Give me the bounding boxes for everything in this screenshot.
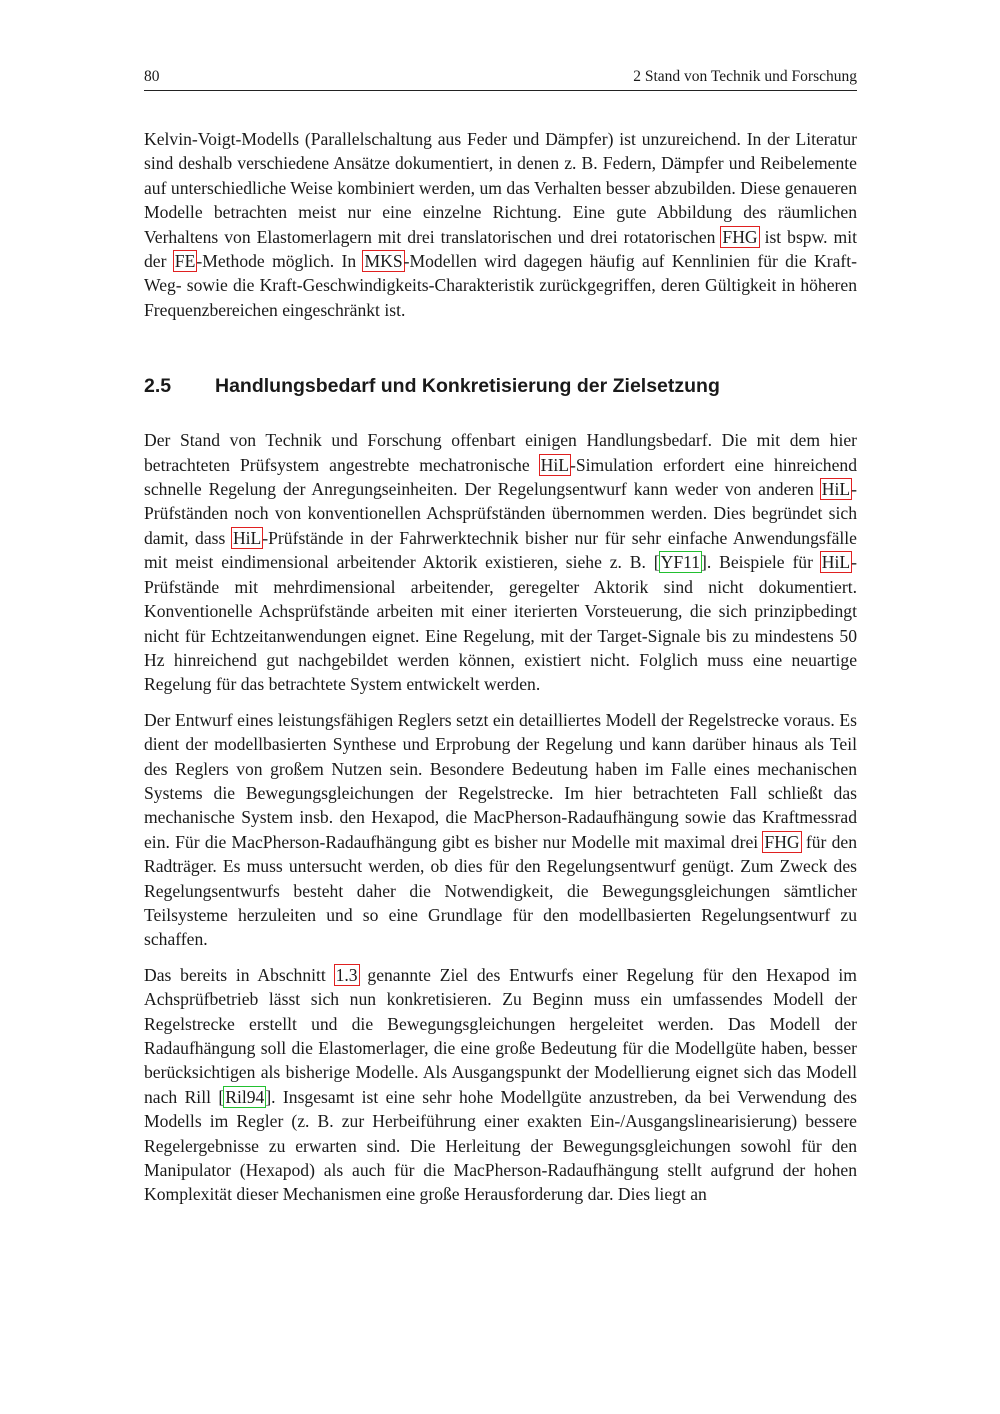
section-title: Handlungsbedarf und Konkretisierung der Zielsetzung [215,375,720,398]
abbrev-link-fhg[interactable]: FHG [764,831,800,852]
citation-link-yf11[interactable]: YF11 [660,552,701,573]
page-header [144,66,857,91]
body-text [144,127,857,1218]
paragraph-kelvin-voigt: Kelvin-Voigt-Modells (Parallelschaltung aus Feder und Dämpfer) ist unzureichend. In der Literatur sind deshalb verschiedene Ansätze dokumentiert, in denen z. B. Federn, Dämpfer und Reibelemente auf unterschiedliche Weise kombiniert werden, um das Verhalten besser abzubilden. Diese genaueren Modelle betrachten meist nur eine einzelne Richtung. Eine gute Abbildung des räumlichen Verhaltens von Elastomerlagern mit drei translatorischen und drei rotatorischen FHG ist bspw. mit der FE-Methode möglich. In MKS-Modellen wird dagegen häufig auf Kennlinien für die Kraft-Weg- sowie die Kraft-Geschwindigkeits-Charakteristik zurückgegriffen, deren Gültigkeit in höheren Frequenzbereichen eingeschränkt ist. [144,129,857,320]
abbrev-link-hil[interactable]: HiL [232,527,262,548]
abbrev-link-hil[interactable]: HiL [821,552,851,573]
section-number: 2.5 [144,375,172,398]
citation-link-ril94[interactable]: Ril94 [225,1086,265,1107]
abbrev-link-mks[interactable]: MKS [364,251,403,272]
paragraph-reglerentwurf: Der Entwurf eines leistungsfähigen Reglers setzt ein detailliertes Modell der Regelstrecke voraus. Es dient der modellbasierten Synthese und Erprobung der Regelung und kann darüber hinaus als Teil des Reglers von großem Nutzen sein. Besondere Bedeutung haben im Falle eines mechanischen Systems die Bewegungsgleichungen der Regelstrecke. Im hier betrachteten Fall schließt das mechanische System insb. den Hexapod, die MacPherson-Radaufhängung sowie das Kraftmessrad ein. Für die MacPherson-Radaufhängung gibt es bisher nur Modelle mit maximal drei FHG für den Radträger. Es muss untersucht werden, ob dies für den Regelungsentwurf genügt. Zum Zweck des Regelungsentwurfs besteht daher die Notwendigkeit, die Bewegungsgleichungen sämtlicher Teilsysteme herzuleiten und so eine Grundlage für den modellbasierten Regelungsentwurf zu schaffen. [144,709,858,950]
abbrev-link-fe[interactable]: FE [174,251,196,272]
abbrev-link-hil[interactable]: HiL [821,479,851,500]
abbrev-link-hil[interactable]: HiL [540,454,570,475]
abbrev-link-fhg[interactable]: FHG [722,226,758,247]
paragraph-zielsetzung: Das bereits in Abschnitt 1.3 genannte Ziel des Entwurfs einer Regelung für den Hexapod im Achsprüfbetrieb lässt sich nun konkretisieren. Zu Beginn muss ein umfassendes Modell der Regelstrecke erstellt und die Bewegungsgleichungen hergeleitet werden. Das Modell der Radaufhängung soll die Elastomerlager, die eine große Bedeutung für die Modellgüte haben, besser berücksichtigen als bisherige Modelle. Als Ausgangspunkt der Modellierung eignet sich das Modell nach Rill [Ril94]. Insgesamt ist eine sehr hohe Modellgüte anzustreben, da bei Verwendung des Modells im Regler (z. B. zur Herbeiführung einer exakten Ein-/Ausgangslinearisierung) bessere Regelergebnisse zu erwarten sind. Die Herleitung der Bewegungsgleichungen sowohl für den Manipulator (Hexapod) als auch für die MacPherson-Radaufhängung stellt aufgrund der hohen Komplexität dieser Mechanismen eine große Herausforderung dar. Dies liegt an [144,964,857,1205]
paragraph-handlungsbedarf: Der Stand von Technik und Forschung offenbart einigen Handlungsbedarf. Die mit dem hier betrachteten Prüfsystem angestrebte mechatronische HiL-Simulation erfordert eine hinreichend schnelle Regelung der Anregungseinheiten. Der Regelungsentwurf kann weder von anderen HiL-Prüfständen noch von konventionellen Achsprüfständen übernommen werden. Dies begründet sich damit, dass HiL-Prüfstände in der Fahrwerktechnik bisher nur für sehr einfache Anwendungsfälle mit meist eindimensional arbeitender Aktorik existieren, siehe z. B. [YF11]. Beispiele für HiL-Prüfstände mit mehrdimensional arbeitender, geregelter Aktorik sind nicht dokumentiert. Konventionelle Achsprüfstände arbeiten mit einer iterierten Vorsteuerung, die sich prinzipbedingt nicht für Echtzeitanwendungen eignet. Eine Regelung, mit der Target-Signale bis zu mindestens 50 Hz hinreichend gut nachgebildet werden können, existiert nicht. Folglich muss eine neuartige Regelung für das betrachtete System entwickelt werden. [144,430,857,695]
section-link-1-3[interactable]: 1.3 [335,964,358,985]
section-heading [144,374,857,398]
page-number: 80 [144,68,160,85]
running-title: 2 Stand von Technik und Forschung [633,68,857,85]
